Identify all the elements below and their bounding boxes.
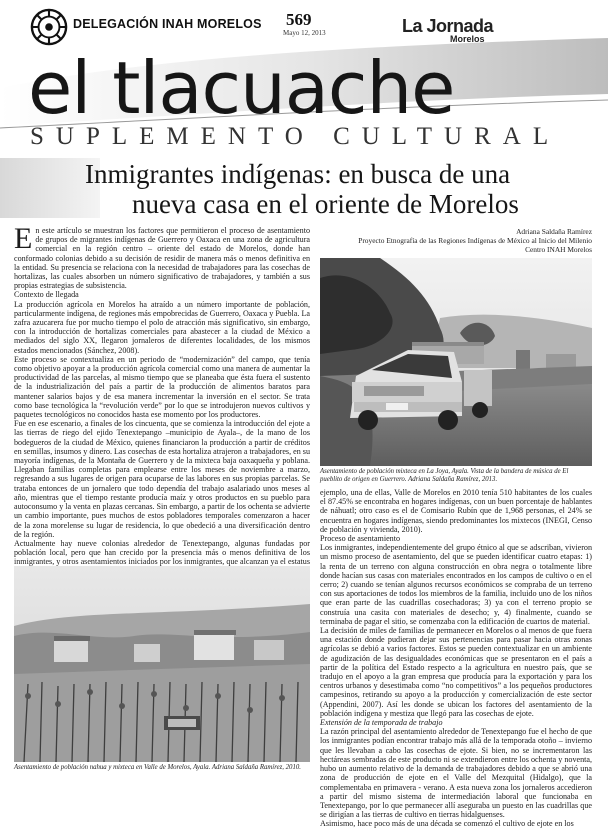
section-title-asentamiento: Proceso de asentamiento — [320, 534, 401, 544]
author-credit — [320, 228, 592, 254]
headline-line-2: nueva casa en el oriente de Morelos — [132, 189, 519, 219]
paragraph: Actualmente hay nueve colonias alrededor de Tenextepango, algunas fundadas por población local, pero que han crecido por la presencia más o menos definitiva de los inmigrantes, y otros asentamientos iniciados por los inmigrantes, que alcanzan ya el estatus — [14, 538, 310, 567]
issue-date: Mayo 12, 2013 — [283, 29, 326, 37]
photo-truck-settlement — [320, 258, 592, 466]
author-name: Adriana Saldaña Ramírez — [516, 227, 592, 236]
article-column-left — [14, 222, 310, 567]
section-title-contexto: Contexto de llegada — [14, 290, 79, 300]
inah-logo-icon — [30, 8, 68, 46]
headline-line-1: Inmigrantes indígenas: en busca de una — [85, 159, 511, 189]
publication-title: el tlacuache — [28, 46, 455, 130]
delegacion-inah-label: DELEGACIÓN INAH MORELOS — [73, 17, 262, 31]
la-jornada-morelos-label: Morelos — [450, 34, 485, 44]
la-jornada-logo: La Jornada — [402, 16, 494, 36]
photo-valle-de-morelos — [14, 566, 310, 762]
author-center: Centro INAH Morelos — [525, 244, 592, 254]
photo-caption-2: Asentamiento de población nahua y mixteca en Valle de Morelos, Ayala. Adriana Saldaña Ramírez, 2010. — [14, 764, 301, 771]
paragraph: ejemplo, una de ellas, Valle de Morelos en 2010 tenía 510 habitantes de los cuales el 87.45% se encontraba en hogares indígenas, con un buen porcentaje de hablantes de náhuatl; otro caso es el de Comisario Rubín que de 1,968 personas, el 24% se encuentra en hogares indígenas, siendo predominantes los mixtecos (INEGI, Censo de población y vivienda, 2010). — [320, 488, 592, 534]
masthead — [0, 0, 608, 152]
article-headline — [0, 158, 608, 218]
paragraph: Este proceso se contextualiza en un periodo de “modernización” del campo, que tenía como objetivo apoyar a la producción agrícola comercial como una manera de aumentar la productividad de las parcelas, al mismo tiempo que se planeaba que ésta fuera el sustento de la industrialización del país a partir de la producción de alimentos baratos para mantener salarios bajos y de esa manera incrementar la inversión en el sector. Se trata como base tecnológica la “revolución verde” por lo que se introdujeron nuevos cultivos y paquetes tecnológicos no conocidos hasta ese momento por los productores. — [14, 354, 310, 420]
paragraph: La producción agrícola en Morelos ha atraído a un número importante de población, particularmente indígena, de regiones más empobrecidas de Guerrero, Oaxaca y Puebla. La zafra azucarera fue por mucho tiempo el polo de atracción más significativo, sin embargo, con la introducción de hortalizas comerciales para abastecer a la ciudad de México a mediados del siglo XX, llegaron jornaleros de diferentes localidades, de los mismos estados mencionados (Sánchez, 2008). — [14, 299, 310, 355]
article-column-right — [320, 488, 592, 829]
drop-cap: E — [14, 222, 33, 255]
section-title-extension: Extensión de la temporada de trabajo — [320, 718, 443, 728]
issue-number: 569 — [286, 10, 312, 29]
intro-text: n este artículo se muestran los factores que permitieron el proceso de asentamiento de grupos de migrantes indígenas de Guerrero y Oaxaca en una zona de agricultura comercial en la región centro – oriente del estado de Morelos, donde han conformado colonias debido a su decisión de residir de manera más o menos definitiva en la entidad. Su presencia se relaciona con la necesidad de trabajadores para las cosechas de hortalizas, las cuales absorben un número significativo de trabajadores, y también a sus propias estrategias de subsistencia. — [14, 226, 310, 291]
paragraph: Asimismo, hace poco más de una década se comenzó el cultivo de ejote en los — [320, 819, 574, 829]
paragraph: Fue en ese escenario, a finales de los cincuenta, que se comienza la introducción del ejote a las tierras de riego del ejido Tenextepango –municipio de Ayala–, de la mano de los bodegueros de la ciudad de México, quienes financiaron la producción a partir de créditos en semillas, insumos y dinero. Las cosechas de esta hortaliza atrajeron a trabajadores, en su mayoría indígenas, de la Montaña de Guerrero y de la mixteca baja oaxaqueña y poblana. Llegaban familias completas para emplearse entre los meses de noviembre a marzo, regresando a sus lugares de origen para ocuparse de las labores en sus propias parcelas. Se trataba entonces de un jornalero que todo dependía del trabajo asalariado unos meses al año, mientras que el tiempo restante producía maíz y otros productos en su pueblo para autoconsumo y la venta en plazas cercanas. Sin embargo, a partir de los ochenta se advierte un cambio importante, pues muchos de estos pobladores temporales comenzaron a hacer de la zona morelense su lugar de residencia, lo que obedeció a una diversificación dentro de la región. — [14, 419, 310, 539]
article-intro — [14, 222, 310, 291]
photo-caption-1: Asentamiento de población mixteca en La Joya, Ayala. Vista de la bandera de música de El pueblito de origen en Guerrero. Adriana Saldaña Ramírez, 2013. — [320, 468, 569, 483]
paragraph: La decisión de miles de familias de permanecer en Morelos o al menos de que fuera una estación donde pudieran dejar sus pertenencias para pasar hacia otras zonas agrícolas se debió a varios factores. Estos se pueden contextualizar en un ambiente de agudización de las desigualdades económicas que se presentaron en el país a partir de la política del Estado respecto a la agricultura en nuestro país, que se tradujo en el apoyo a la gran empresa que producía para la exportación y para los centros urbanos y desestimaba como “no competitivos” a los pequeños productores campesinos, retirando su apoyo a la producción y comercialización de este sector (Appendini, 2007). Así les donde se ubican los factores del asentamiento de la población indígena y mestiza que llegó para las cosechas de ejote. — [320, 626, 592, 718]
paragraph: Los inmigrantes, independientemente del grupo étnico al que se adscriban, vivieron un mismo proceso de asentamiento, del que se pueden identificar cuatro etapas: 1) la renta de un terreno con alguna construcción en obra negra o totalmente libre donde hacían sus casas con materiales encontrados en los campos de cultivo o en el cerro; 2) cuando se tenían algunos recursos económicos se compraba de un terreno con sus aportaciones de todos los miembros de la familia, incluido uno de los niños que eran parte de las cuadrillas cosechadoras; 3) ya con el terreno propio se construía una casita con materiales de desecho; y, 4) finalmente, cuando se terminaba de pagar el sitio, se comenzaba con la edificación de cuartos de material. — [320, 543, 592, 626]
paragraph: La razón principal del asentamiento alrededor de Tenextepango fue el hecho de que los inmigrantes podían encontrar trabajo más allá de la temporada otoño – invierno que les llevaban a cabo las cosechas de ejote. Si bien, no se incrementaron las hectáreas sembradas de este producto ni se extendieron entre los ochenta y noventa, hubo un aumento relativo de la demanda de trabajadores debido a que se abrió una zona de producción de ejote en el Valle del Mezquital (Hidalgo), que la complementaba en primavera - verano. A esta nueva zona los jornaleros accedieron a partir del mismo sistema de intermediación laboral que funcionaba en Tenextepango, por lo que permanecer allí aseguraba un puesto en las cuadrillas que se dirigían a las tierras de cultivo en tierras hidalguenses. — [320, 727, 592, 820]
author-project: Proyecto Etnografía de las Regiones Indígenas de México al Inicio del Milenio — [358, 235, 592, 245]
publication-subtitle: SUPLEMENTO CULTURAL — [30, 123, 561, 150]
